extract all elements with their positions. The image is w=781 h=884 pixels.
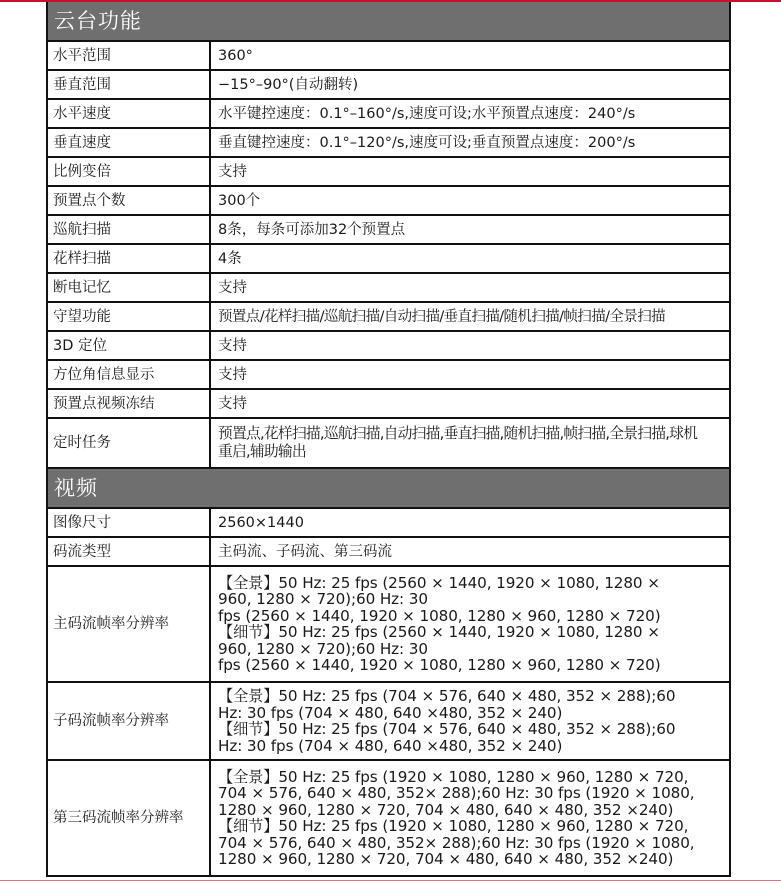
spec-value: 支持 <box>210 389 729 418</box>
spec-key: 定时任务 <box>48 418 210 468</box>
table-row <box>48 331 729 360</box>
spec-key: 预置点个数 <box>48 186 210 215</box>
spec-value <box>210 566 729 682</box>
spec-key: 子码流帧率分辨率 <box>48 682 210 760</box>
spec-value: 300个 <box>210 186 729 215</box>
spec-key: 比例变倍 <box>48 157 210 186</box>
bottom-accent-line <box>0 880 781 881</box>
spec-value: 主码流、子码流、第三码流 <box>210 537 729 566</box>
spec-key: 3D 定位 <box>48 331 210 360</box>
spec-value: 4条 <box>210 244 729 273</box>
value-line: 【细节】50 Hz: 25 fps (704 × 576, 640 × 480, 352 × 288);60 <box>218 720 676 738</box>
table-row <box>48 244 729 273</box>
spec-value: 支持 <box>210 273 729 302</box>
table-row <box>48 537 729 566</box>
value-line: 1280 × 960, 1280 × 720, 704 × 480, 640 × 480, 352 ×240) <box>218 850 674 868</box>
spec-sheet <box>46 2 731 877</box>
section-header-ptz: 云台功能 <box>48 2 729 42</box>
value-line: 704 × 576, 640 × 480, 352× 288);60 Hz: 30 fps (1920 × 1080, <box>218 833 695 852</box>
spec-value <box>210 682 729 760</box>
value-line: 960, 1280 × 720);60 Hz: 30 <box>218 639 428 658</box>
table-row <box>48 360 729 389</box>
table-row <box>48 273 729 302</box>
video-spec-table <box>48 509 729 877</box>
spec-key: 断电记忆 <box>48 273 210 302</box>
table-row <box>48 682 729 760</box>
spec-value <box>210 760 729 876</box>
table-row <box>48 157 729 186</box>
spec-key: 码流类型 <box>48 537 210 566</box>
table-row <box>48 389 729 418</box>
spec-key: 垂直速度 <box>48 128 210 157</box>
value-line: fps (2560 × 1440, 1920 × 1080, 1280 × 960, 1280 × 720) <box>218 606 661 625</box>
spec-key: 花样扫描 <box>48 244 210 273</box>
value-line: Hz: 30 fps (704 × 480, 640 ×480, 352 × 240) <box>218 736 563 755</box>
spec-key: 水平速度 <box>48 99 210 128</box>
table-row <box>48 215 729 244</box>
value-line: 重启,辅助输出 <box>218 443 306 460</box>
spec-value: 垂直键控速度：0.1°–120°/s,速度可设;垂直预置点速度：200°/s <box>210 128 729 157</box>
value-line: 预置点,花样扫描,巡航扫描,自动扫描,垂直扫描,随机扫描,帧扫描,全景扫描,球机 <box>218 425 698 442</box>
value-line: 704 × 576, 640 × 480, 352× 288);60 Hz: 30 fps (1920 × 1080, <box>218 784 695 802</box>
value-line: fps (2560 × 1440, 1920 × 1080, 1280 × 960, 1280 × 720) <box>218 656 661 674</box>
value-line: 【全景】50 Hz: 25 fps (1920 × 1080, 1280 × 960, 1280 × 720, <box>218 767 689 786</box>
spec-value: 预置点/花样扫描/巡航扫描/自动扫描/垂直扫描/随机扫描/帧扫描/全景扫描 <box>210 302 729 331</box>
spec-key: 主码流帧率分辨率 <box>48 566 210 682</box>
table-row <box>48 418 729 468</box>
spec-key: 第三码流帧率分辨率 <box>48 760 210 876</box>
spec-key: 图像尺寸 <box>48 509 210 537</box>
table-row <box>48 566 729 682</box>
table-row <box>48 99 729 128</box>
ptz-spec-table <box>48 42 729 469</box>
spec-key: 预置点视频冻结 <box>48 389 210 418</box>
spec-key: 巡航扫描 <box>48 215 210 244</box>
spec-value: 支持 <box>210 157 729 186</box>
spec-key: 垂直范围 <box>48 70 210 99</box>
table-row <box>48 42 729 70</box>
spec-key: 守望功能 <box>48 302 210 331</box>
table-row <box>48 128 729 157</box>
table-row <box>48 302 729 331</box>
spec-value <box>210 418 729 468</box>
spec-value: −15°–90°(自动翻转) <box>210 70 729 99</box>
table-row <box>48 70 729 99</box>
value-line: 【细节】50 Hz: 25 fps (1920 × 1080, 1280 × 960, 1280 × 720, <box>218 817 689 835</box>
spec-value: 支持 <box>210 331 729 360</box>
table-row <box>48 760 729 876</box>
table-row <box>48 509 729 537</box>
value-line: 【细节】50 Hz: 25 fps (2560 × 1440, 1920 × 1080, 1280 × <box>218 623 660 641</box>
spec-value: 水平键控速度：0.1°–160°/s,速度可设;水平预置点速度：240°/s <box>210 99 729 128</box>
spec-value: 2560×1440 <box>210 509 729 537</box>
spec-key: 方位角信息显示 <box>48 360 210 389</box>
spec-key: 水平范围 <box>48 42 210 70</box>
value-line: 960, 1280 × 720);60 Hz: 30 <box>218 590 428 608</box>
spec-value: 8条，每条可添加32个预置点 <box>210 215 729 244</box>
spec-value: 支持 <box>210 360 729 389</box>
section-header-video: 视频 <box>48 469 729 509</box>
spec-value: 360° <box>210 42 729 70</box>
value-line: 【全景】50 Hz: 25 fps (704 × 576, 640 × 480, 352 × 288);60 <box>218 687 676 705</box>
table-row <box>48 186 729 215</box>
value-line: 1280 × 960, 1280 × 720, 704 × 480, 640 × 480, 352 ×240) <box>218 800 674 819</box>
value-line: Hz: 30 fps (704 × 480, 640 ×480, 352 × 240) <box>218 703 563 722</box>
value-line: 【全景】50 Hz: 25 fps (2560 × 1440, 1920 × 1080, 1280 × <box>218 573 660 592</box>
